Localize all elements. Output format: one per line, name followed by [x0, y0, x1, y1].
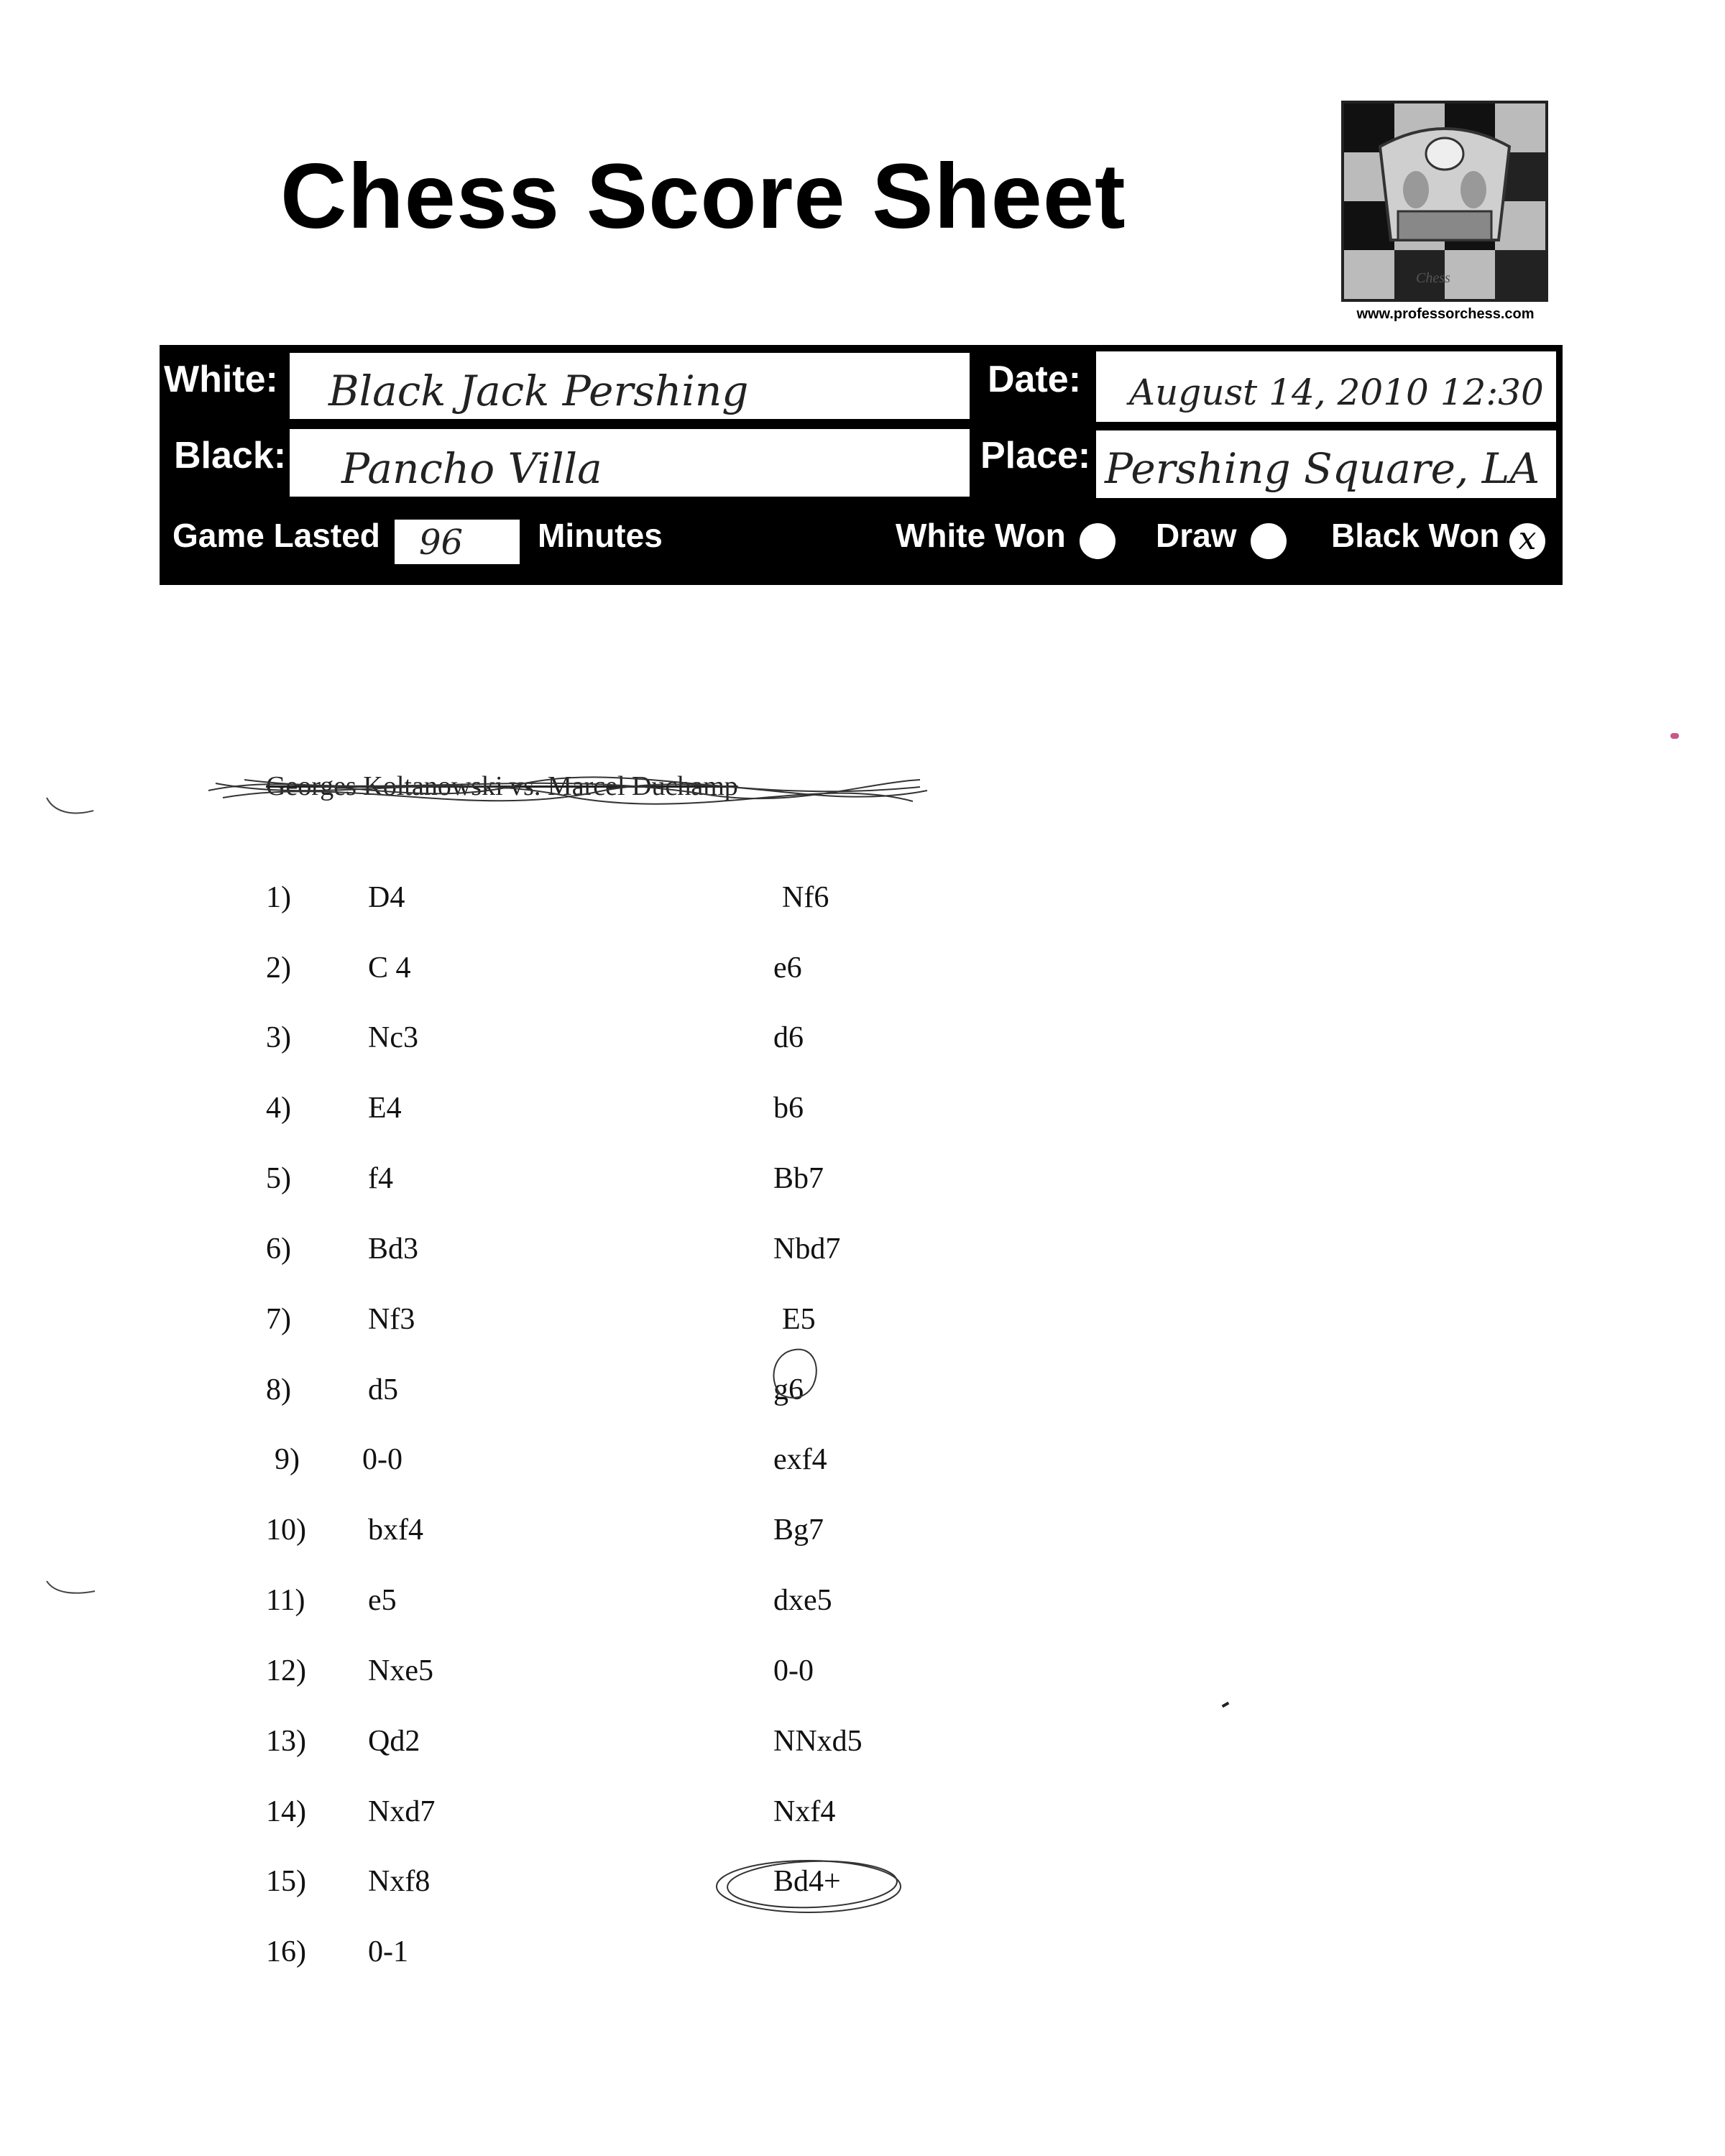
black-move: Nf6 — [782, 881, 829, 914]
move-number: 9) — [275, 1443, 300, 1476]
white-move: Nc3 — [368, 1021, 418, 1054]
black-move: 0-0 — [773, 1654, 814, 1687]
white-move: E4 — [368, 1092, 402, 1125]
scan-mark — [43, 776, 101, 819]
game-lasted-value: 96 — [419, 522, 464, 563]
move-number: 4) — [266, 1092, 291, 1125]
white-move: 0-0 — [362, 1443, 402, 1476]
move-number: 12) — [266, 1654, 306, 1687]
move-number: 13) — [266, 1725, 306, 1758]
black-move: Nxf4 — [773, 1795, 836, 1828]
black-won-radio[interactable]: x — [1508, 522, 1547, 561]
white-move: C 4 — [368, 952, 411, 985]
black-move: d6 — [773, 1021, 804, 1054]
date-value: August 14, 2010 12:30 — [1129, 372, 1544, 413]
move-number: 8) — [266, 1373, 291, 1406]
page-title: Chess Score Sheet — [280, 145, 1126, 248]
place-field[interactable] — [1094, 428, 1558, 500]
black-label: Black: — [174, 435, 287, 476]
white-move: Nxd7 — [368, 1795, 436, 1828]
black-move: dxe5 — [773, 1584, 832, 1617]
white-won-label: White Won — [896, 517, 1066, 554]
black-move: Bb7 — [773, 1162, 824, 1195]
move-number: 1) — [266, 881, 291, 914]
white-won-radio[interactable] — [1078, 522, 1117, 561]
game-lasted-label: Game Lasted — [172, 517, 380, 554]
logo-text: Chess — [1416, 270, 1450, 286]
white-move: 0-1 — [368, 1935, 408, 1968]
scribble-mark — [201, 747, 934, 826]
white-move: D4 — [368, 881, 405, 914]
black-move: e6 — [773, 952, 802, 985]
black-move: Nbd7 — [773, 1233, 841, 1266]
white-move: bxf4 — [368, 1514, 423, 1547]
move-number: 15) — [266, 1865, 306, 1898]
move-number: 2) — [266, 952, 291, 985]
date-field[interactable] — [1094, 349, 1558, 424]
move-number: 5) — [266, 1162, 291, 1195]
place-label: Place: — [980, 435, 1091, 476]
move-number: 14) — [266, 1795, 306, 1828]
white-player-value: Black Jack Pershing — [328, 367, 749, 415]
ink-speck — [1222, 1702, 1230, 1708]
white-move: e5 — [368, 1584, 397, 1617]
game-lasted-field[interactable] — [392, 517, 522, 566]
chess-king-logo — [1341, 101, 1548, 302]
black-player-value: Pancho Villa — [341, 444, 602, 493]
move-number: 10) — [266, 1514, 306, 1547]
move-number: 7) — [266, 1303, 291, 1336]
minutes-label: Minutes — [538, 517, 663, 554]
draw-radio[interactable] — [1249, 522, 1288, 561]
black-won-label: Black Won — [1331, 517, 1500, 554]
black-move: Bg7 — [773, 1514, 824, 1547]
white-move: Nxe5 — [368, 1654, 433, 1687]
game-info-header — [160, 345, 1563, 585]
white-move: d5 — [368, 1373, 398, 1406]
white-move: f4 — [368, 1162, 393, 1195]
move-number: 3) — [266, 1021, 291, 1054]
black-player-field[interactable] — [288, 427, 972, 499]
date-label: Date: — [988, 359, 1082, 400]
ink-speck — [1670, 733, 1679, 739]
g6-circle-mark — [766, 1344, 824, 1404]
move-number: 16) — [266, 1935, 306, 1968]
logo-url: www.professorchess.com — [1356, 306, 1535, 322]
black-move: b6 — [773, 1092, 804, 1125]
white-move: Qd2 — [368, 1725, 420, 1758]
white-label: White: — [164, 359, 278, 400]
black-move: g6 — [773, 1373, 804, 1406]
black-move: exf4 — [773, 1443, 827, 1476]
crossed-out-heading: Georges Koltanowski vs. Marcel Duchamp — [266, 771, 738, 801]
white-move: Nxf8 — [368, 1865, 431, 1898]
move-number: 6) — [266, 1233, 291, 1266]
white-player-field[interactable] — [288, 351, 972, 421]
place-value: Pershing Square, LA — [1105, 444, 1540, 493]
white-move: Bd3 — [368, 1233, 419, 1266]
draw-label: Draw — [1156, 517, 1237, 554]
move-number: 11) — [266, 1584, 305, 1617]
scan-mark — [43, 1567, 101, 1603]
white-move: Nf3 — [368, 1303, 415, 1336]
black-move: NNxd5 — [773, 1725, 862, 1758]
black-move: E5 — [782, 1303, 816, 1336]
bd4-oval-mark — [712, 1854, 906, 1919]
black-move: Bd4+ — [773, 1865, 841, 1898]
